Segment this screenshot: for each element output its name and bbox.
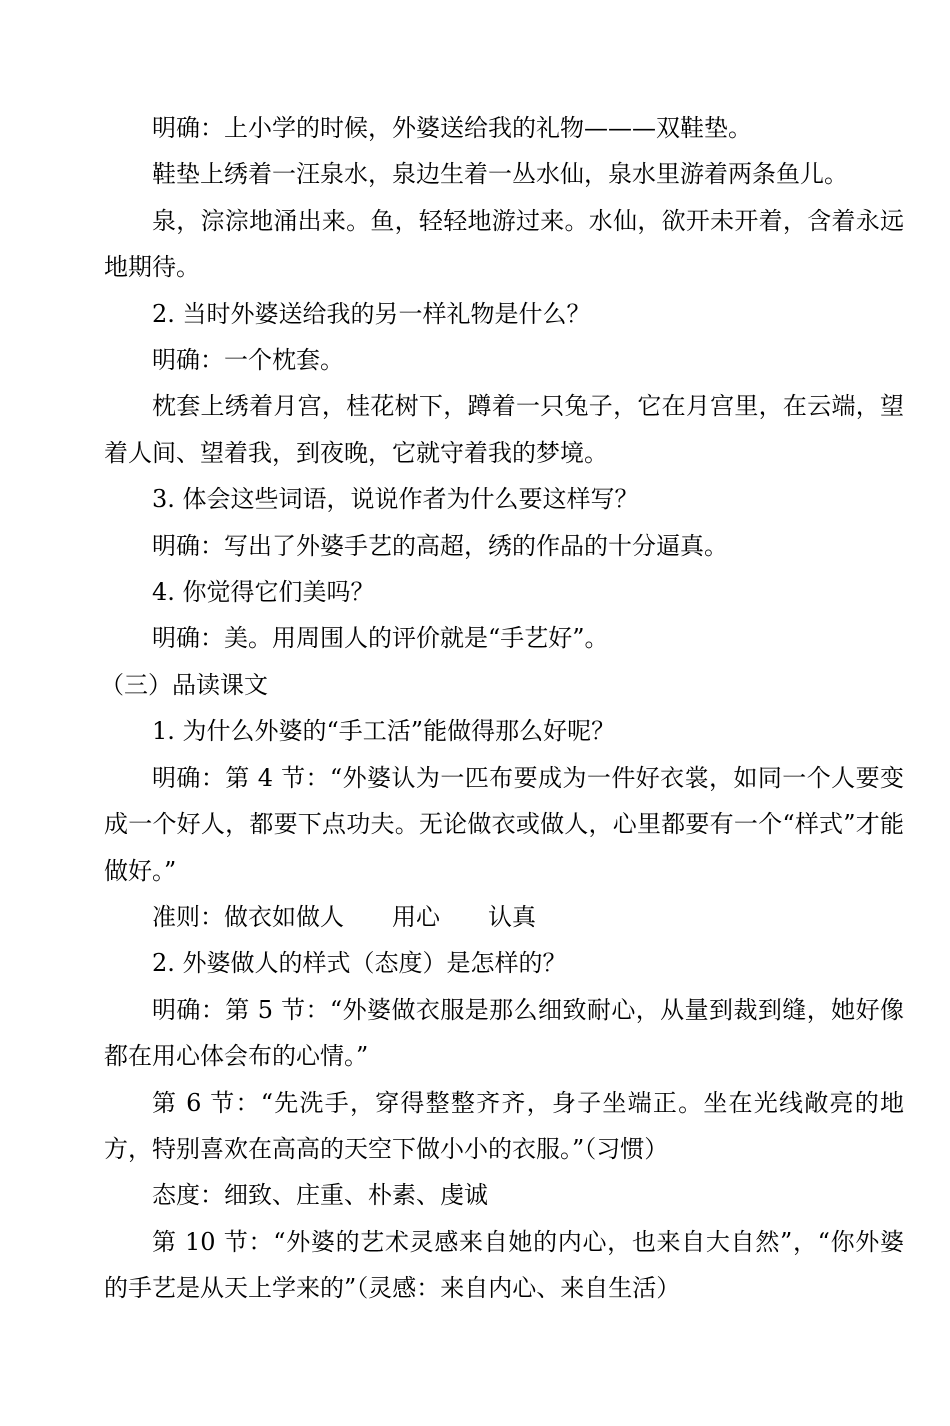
question-2: 2. 当时外婆送给我的另一样礼物是什么？ (152, 299, 591, 328)
paragraph-insole-description: 鞋垫上绣着一汪泉水，泉边生着一丛水仙，泉水里游着两条鱼儿。 (152, 160, 848, 189)
paragraph-answer-beauty: 明确：美。用周围人的评价就是“手艺好”。 (152, 624, 609, 653)
paragraph-answer-shoe-insole: 明确：上小学的时候，外婆送给我的礼物———双鞋垫。 (152, 114, 752, 142)
section-heading-3: （三）品读课文 (100, 670, 268, 699)
paragraph-answer-section-5: 明确：第 5 节：“外婆做衣服是那么细致耐心，从量到裁到缝，她好像都在用心体会布的心情。” (104, 995, 904, 1071)
paragraph-spring-fish-narcissus: 泉，淙淙地涌出来。鱼，轻轻地游过来。水仙，欲开未开着，含着永远地期待。 (104, 206, 904, 282)
paragraph-section-6: 第 6 节：“先洗手，穿得整整齐齐，身子坐端正。坐在光线敞亮的地方，特别喜欢在高高的天空下做小小的衣服。”（习惯） (104, 1088, 904, 1163)
paragraph-section-10: 第 10 节：“外婆的艺术灵感来自她的内心，也来自大自然”，“你外婆的手艺是从天上学来的”（灵感：来自内心、来自生活） (104, 1227, 904, 1303)
document-body (100, 105, 904, 1312)
paragraph-pillowcase-description: 枕套上绣着月宫，桂花树下，蹲着一只兔子，它在月宫里，在云端，望着人间、望着我，到夜晚，它就守着我的梦境。 (104, 392, 904, 467)
paragraph-attitude: 态度：细致、庄重、朴素、虔诚 (152, 1181, 488, 1210)
paragraph-answer-skill: 明确：写出了外婆手艺的高超，绣的作品的十分逼真。 (152, 531, 728, 560)
paragraph-answer-pillowcase: 明确：一个枕套。 (152, 346, 344, 375)
paragraph-answer-section-4: 明确：第 4 节：“外婆认为一匹布要成为一件好衣裳，如同一个人要变成一个好人，都要下点功夫。无论做衣或做人，心里都要有一个“样式”才能做好。” (104, 763, 904, 885)
question-2b: 2. 外婆做人的样式（态度）是怎样的？ (152, 949, 567, 978)
question-4: 4. 你觉得它们美吗？ (152, 578, 375, 607)
paragraph-principle: 准则：做衣如做人 用心 认真 (152, 902, 536, 931)
question-1: 1. 为什么外婆的“手工活”能做得那么好呢？ (152, 717, 616, 746)
question-3: 3. 体会这些词语，说说作者为什么要这样写？ (152, 485, 639, 514)
